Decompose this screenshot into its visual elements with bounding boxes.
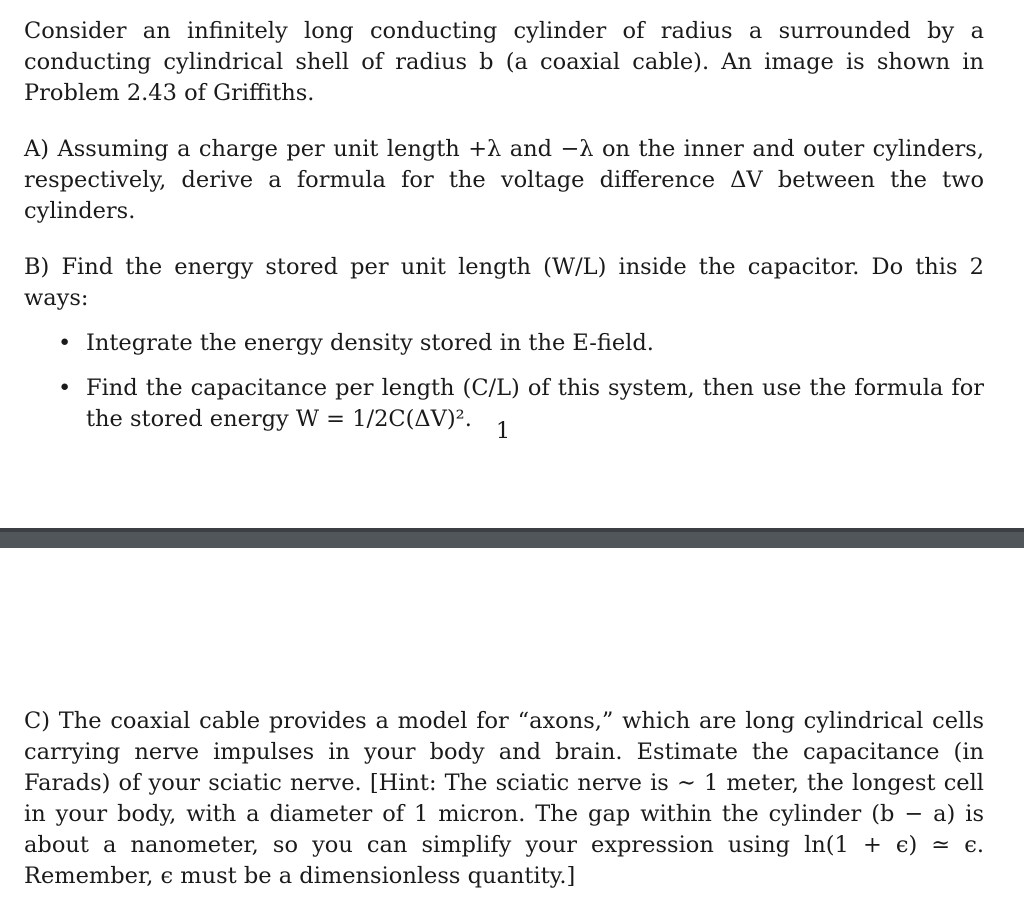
- page-number: 1: [495, 418, 511, 444]
- bullet-text: Integrate the energy density stored in the E-field.: [86, 330, 654, 356]
- part-b-paragraph: B) Find the energy stored per unit length (W/L) inside the capacitor. Do this 2 ways:: [24, 254, 984, 311]
- intro-paragraph: Consider an infinitely long conducting cylinder of radius a surrounded by a conducting cylindrical shell of radius b (a coaxial cable). An image is shown in Problem 2.43 of Griffiths.: [24, 18, 984, 106]
- page-2-content: [24, 706, 984, 892]
- page-divider: [0, 528, 1024, 548]
- bullet-text: Find the capacitance per length (C/L) of this system, then use the formula for the stored energy W = 1/2C(ΔV)².: [86, 375, 984, 432]
- bullet-icon: •: [58, 375, 72, 401]
- page-1-content: [24, 16, 984, 449]
- part-a-paragraph: A) Assuming a charge per unit length +λ and −λ on the inner and outer cylinders, respectively, derive a formula for the voltage difference ΔV between the two cylinders.: [24, 136, 984, 224]
- bullet-icon: •: [58, 330, 72, 356]
- part-c-paragraph: C) The coaxial cable provides a model for “axons,” which are long cylindrical cells carrying nerve impulses in your body and brain. Estimate the capacitance (in Farads) of your sciatic nerve. [Hint: The sciatic nerve is ∼ 1 meter, the longest cell in your body, with a diameter of 1 micron. The gap within the cylinder (b − a) is about a nanometer, so you can simplify your expression using ln(1 + ϵ) ≃ ϵ. Remember, ϵ must be a dimensionless quantity.]: [24, 708, 984, 889]
- bullet-item-energy-density: [24, 328, 984, 359]
